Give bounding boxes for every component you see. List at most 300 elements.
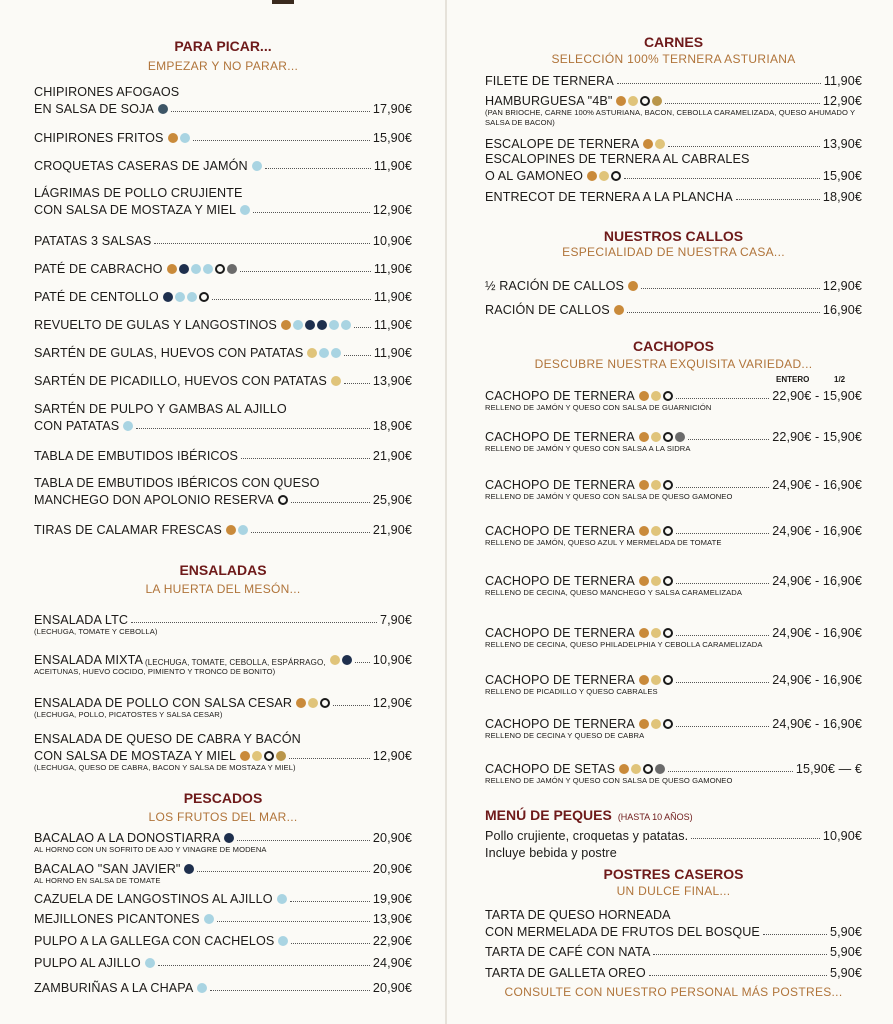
menu-item-description: (LECHUGA, TOMATE Y CEBOLLA) [34, 627, 158, 636]
menu-item[interactable] [34, 156, 412, 173]
dot-leader [344, 355, 370, 356]
menu-item[interactable] [485, 427, 862, 454]
allergen-icon-g [639, 628, 649, 638]
dot-leader [210, 990, 370, 991]
menu-item-name: CACHOPO DE SETAS [485, 762, 616, 776]
menu-item-description: RELLENO DE JAMÓN Y QUESO CON SALSA A LA SIDRA [485, 444, 691, 453]
menu-item-description: ACEITUNAS, HUEVO COCIDO, PIMIENTO Y TRONCO DE BONITO) [34, 667, 276, 676]
menu-item-line [485, 905, 862, 922]
menu-item[interactable] [485, 300, 862, 317]
allergen-icon-e [651, 480, 661, 490]
allergen-icon-c [204, 914, 214, 924]
section-subtitle: LA HUERTA DEL MESÓN... [145, 582, 301, 596]
menu-item-price: 20,90€ [372, 831, 412, 845]
allergen-icon-e [651, 675, 661, 685]
dot-leader [265, 168, 371, 169]
menu-item-line [34, 231, 412, 248]
menu-item-description: RELLENO DE JAMÓN Y QUESO CON SALSA DE QUESO GAMONEO [485, 492, 733, 501]
menu-item-name: ESCALOPE DE TERNERA [485, 137, 640, 151]
allergen-icon-l [320, 698, 330, 708]
menu-item-name: ENSALADA MIXTA [34, 653, 143, 667]
allergen-icon-l [663, 675, 673, 685]
allergen-icon-g [643, 139, 653, 149]
allergen-icons [276, 495, 288, 505]
menu-item-name: EN SALSA DE SOJA [34, 102, 154, 116]
menu-item-line [34, 399, 412, 416]
section-subtitle: EMPEZAR Y NO PARAR... [147, 59, 299, 73]
dot-leader [649, 975, 827, 976]
allergen-icons [166, 133, 190, 143]
dot-leader [354, 327, 371, 328]
menu-item[interactable] [34, 128, 412, 145]
allergen-icon-l [640, 96, 650, 106]
menu-item-line [34, 610, 412, 627]
section-title-carnes: CARNES [643, 34, 704, 50]
dot-leader [668, 771, 793, 772]
menu-item[interactable] [34, 978, 412, 995]
allergen-icon-e [651, 719, 661, 729]
dot-leader [665, 103, 819, 104]
menu-item-line [485, 759, 862, 776]
menu-item-line [34, 859, 412, 876]
dot-leader [676, 635, 769, 636]
menu-item-name: MANCHEGO DON APOLONIO RESERVA [34, 493, 274, 507]
menu-item-price: 17,90€ [372, 102, 412, 116]
menu-item-name: CACHOPO DE TERNERA [485, 389, 635, 403]
allergen-icon-g [296, 698, 306, 708]
allergen-icon-c [341, 320, 351, 330]
menu-item-line [485, 571, 862, 588]
allergen-icon-e [655, 139, 665, 149]
menu-item-line [34, 473, 412, 490]
menu-item-name: HAMBURGUESA "4B" [485, 94, 613, 108]
menu-item-name: Pollo crujiente, croquetas y patatas. [485, 829, 689, 843]
menu-item-name: TABLA DE EMBUTIDOS IBÉRICOS [34, 449, 239, 463]
menu-item-name: ZAMBURIÑAS A LA CHAPA [34, 981, 194, 995]
menu-item-price: 24,90€ - 16,90€ [772, 478, 862, 492]
dot-leader [624, 178, 820, 179]
menu-item-name: ½ RACIÓN DE CALLOS [485, 279, 624, 293]
menu-item-line [485, 942, 862, 959]
menu-item-name: TARTA DE GALLETA OREO [485, 966, 646, 980]
menu-item-price: 21,90€ [372, 523, 412, 537]
menu-item-price: 10,90€ [822, 829, 862, 843]
menu-item-name: CAZUELA DE LANGOSTINOS AL AJILLO [34, 892, 273, 906]
menu-item-price: 11,90€ [373, 318, 412, 332]
menu-item-description: RELLENO DE JAMÓN Y QUESO CON SALSA DE QUESO GAMONEO [485, 776, 733, 785]
menu-item-price: 24,90€ - 16,90€ [772, 717, 862, 731]
allergen-icon-e [308, 698, 318, 708]
allergen-icon-e [651, 391, 661, 401]
section-subtitle: SELECCIÓN 100% TERNERA ASTURIANA [551, 52, 796, 66]
dot-leader [688, 439, 769, 440]
allergen-icons [238, 751, 286, 761]
menu-item-price: 24,90€ - 16,90€ [772, 626, 862, 640]
menu-item[interactable] [485, 905, 862, 939]
allergen-icons [585, 171, 621, 181]
menu-item[interactable] [485, 71, 862, 88]
menu-item-description: RELLENO DE JAMÓN Y QUESO CON SALSA DE GUARNICIÓN [485, 403, 712, 412]
menu-item-name: SARTÉN DE PICADILLO, HUEVOS CON PATATAS [34, 374, 327, 388]
menu-item-price: 24,90€ - 16,90€ [772, 673, 862, 687]
menu-item[interactable] [34, 729, 412, 773]
menu-item[interactable] [34, 610, 412, 637]
allergen-icon-l [663, 480, 673, 490]
section-title-cachopos: CACHOPOS [633, 338, 714, 354]
menu-item-price: 24,90€ - 16,90€ [772, 574, 862, 588]
allergen-icon-m [276, 751, 286, 761]
menu-item[interactable] [34, 953, 412, 970]
dot-leader [641, 288, 820, 289]
menu-item[interactable] [34, 889, 412, 906]
dot-leader [691, 838, 820, 839]
dot-leader [291, 943, 369, 944]
menu-item-price: 11,90€ [373, 290, 412, 304]
allergen-icons [279, 320, 351, 330]
allergen-icons [637, 432, 685, 442]
section-title-menú-de-peques [485, 807, 862, 823]
menu-item-line [485, 300, 862, 317]
dot-leader [344, 383, 370, 384]
menu-item-name: PATÉ DE CABRACHO [34, 262, 163, 276]
menu-item-description: (PAN BRIOCHE, CARNE 100% ASTURIANA, BACON, CEBOLLA CARAMELIZADA, QUESO AHUMADO Y SALSA DE BACON) [485, 108, 856, 127]
menu-item-name: TABLA DE EMBUTIDOS IBÉRICOS CON QUESO [34, 476, 320, 490]
allergen-icon-c [145, 958, 155, 968]
menu-item[interactable] [485, 571, 862, 598]
allergen-icon-f [184, 864, 194, 874]
menu-item-price: 13,90€ [822, 137, 862, 151]
dot-leader [653, 954, 827, 955]
allergen-icon-f [342, 655, 352, 665]
menu-item-name: CACHOPO DE TERNERA [485, 673, 635, 687]
allergen-icons [329, 376, 341, 386]
menu-item-price: 16,90€ [822, 303, 862, 317]
column-header-entero: ENTERO [776, 375, 810, 384]
menu-item-line [34, 128, 412, 145]
menu-item-line [485, 670, 862, 687]
allergen-icon-g [619, 764, 629, 774]
dot-leader [131, 622, 377, 623]
column-header-half: 1/2 [834, 375, 846, 384]
menu-item-price: 11,90€ [373, 346, 412, 360]
menu-item-name: RACIÓN DE CALLOS [485, 303, 610, 317]
section-subtitle: LOS FRUTOS DEL MAR... [148, 810, 298, 824]
menu-item-inline-desc: (LECHUGA, TOMATE, CEBOLLA, ESPÁRRAGO, [144, 658, 326, 667]
allergen-icons [614, 96, 662, 106]
menu-item-price: 10,90€ [372, 653, 412, 667]
menu-item[interactable] [34, 693, 412, 720]
allergen-icon-e [252, 751, 262, 761]
menu-item-price: 22,90€ - 15,90€ [772, 430, 862, 444]
allergen-icon-g [281, 320, 291, 330]
allergen-icon-l [264, 751, 274, 761]
menu-item[interactable] [485, 276, 862, 293]
menu-item-name: ESCALOPINES DE TERNERA AL CABRALES [485, 152, 750, 166]
menu-item-line [485, 521, 862, 538]
menu-item-line [34, 729, 412, 746]
menu-item-name: CROQUETAS CASERAS DE JAMÓN [34, 159, 248, 173]
menu-item[interactable] [485, 670, 862, 697]
allergen-icon-e [651, 628, 661, 638]
menu-item[interactable] [34, 259, 412, 276]
dot-leader [627, 312, 820, 313]
menu-item[interactable] [34, 520, 412, 537]
allergen-icons [195, 983, 207, 993]
allergen-icon-g [587, 171, 597, 181]
menu-item-name: CON PATATAS [34, 419, 120, 433]
menu-item-line [485, 166, 862, 183]
menu-item-line [34, 931, 412, 948]
menu-item-price: 18,90€ [372, 419, 412, 433]
allergen-icon-g [639, 391, 649, 401]
menu-item-price: 13,90€ [372, 912, 412, 926]
allergen-icon-l [611, 171, 621, 181]
menu-item[interactable] [34, 828, 412, 855]
dot-leader [241, 458, 370, 459]
menu-item-line [34, 446, 412, 463]
page-fold [445, 0, 447, 1024]
allergen-icon-c [187, 292, 197, 302]
menu-item[interactable] [485, 623, 862, 650]
allergen-icons [617, 764, 665, 774]
allergen-icon-g [639, 675, 649, 685]
dot-leader [676, 682, 769, 683]
menu-item-price: 12,90€ [372, 696, 412, 710]
menu-item-name: Incluye bebida y postre [485, 846, 617, 860]
menu-item-line [34, 259, 412, 276]
menu-item[interactable] [34, 371, 412, 388]
menu-item-line [485, 475, 862, 492]
dot-leader [289, 758, 370, 759]
section-title-para-picar: PARA PICAR... [174, 38, 272, 54]
allergen-icon-e [651, 576, 661, 586]
allergen-icons [202, 914, 214, 924]
menu-item[interactable] [485, 187, 862, 204]
menu-item[interactable] [485, 759, 862, 786]
menu-item-name: CACHOPO DE TERNERA [485, 430, 635, 444]
menu-item-name: REVUELTO DE GULAS Y LANGOSTINOS [34, 318, 277, 332]
section-title-postres-caseros: POSTRES CASEROS [603, 866, 744, 882]
menu-item-line [485, 714, 862, 731]
menu-item-description: RELLENO DE JAMÓN, QUESO AZUL Y MERMELADA DE TOMATE [485, 538, 722, 547]
menu-item-line [485, 922, 862, 939]
menu-item-price: 15,90€ — € [795, 762, 862, 776]
allergen-icon-c [293, 320, 303, 330]
menu-item-name: TIRAS DE CALAMAR FRESCAS [34, 523, 222, 537]
menu-item[interactable] [485, 475, 862, 502]
dot-leader [158, 965, 370, 966]
allergen-icon-g [639, 432, 649, 442]
allergen-icons [637, 526, 673, 536]
menu-item[interactable] [485, 386, 862, 413]
section-subtitle: DESCUBRE NUESTRA EXQUISITA VARIEDAD... [534, 357, 813, 371]
menu-item-price: 15,90€ [372, 131, 412, 145]
dot-leader [154, 243, 370, 244]
menu-item-name: BACALAO "SAN JAVIER" [34, 862, 181, 876]
menu-item-name: CHIPIRONES FRITOS [34, 131, 164, 145]
allergen-icon-c [180, 133, 190, 143]
menu-item-name: CHIPIRONES AFOGAOS [34, 85, 180, 99]
menu-item[interactable] [34, 183, 412, 217]
dot-leader [193, 140, 370, 141]
menu-item-line [34, 650, 412, 667]
menu-item-price: 19,90€ [372, 892, 412, 906]
allergen-icons [637, 391, 673, 401]
allergen-icon-g [639, 719, 649, 729]
allergen-icons [143, 958, 155, 968]
dot-leader [253, 212, 370, 213]
menu-item-name: TARTA DE CAFÉ CON NATA [485, 945, 651, 959]
menu-item-price: 10,90€ [372, 234, 412, 248]
menu-item[interactable] [34, 343, 412, 360]
menu-item-line [485, 149, 862, 166]
menu-item-name: ENSALADA DE QUESO DE CABRA Y BACÓN [34, 732, 301, 746]
menu-item-line [34, 828, 412, 845]
allergen-icon-g [639, 576, 649, 586]
menu-item[interactable] [34, 446, 412, 463]
allergen-icon-e [628, 96, 638, 106]
dot-leader [676, 398, 769, 399]
allergen-icon-g [614, 305, 624, 315]
menu-item[interactable] [34, 399, 412, 433]
allergen-icon-g [240, 751, 250, 761]
allergen-icons [161, 292, 209, 302]
section-title-note: (HASTA 10 AÑOS) [617, 812, 693, 822]
menu-item-description: AL HORNO CON UN SOFRITO DE AJO Y VINAGRE DE MODENA [34, 845, 267, 854]
menu-item-name: LÁGRIMAS DE POLLO CRUJIENTE [34, 186, 243, 200]
menu-item-price: 12,90€ [372, 749, 412, 763]
menu-item-line [34, 953, 412, 970]
allergen-icon-e [631, 764, 641, 774]
section-title-text: MENÚ DE PEQUES [485, 807, 612, 823]
allergen-icons [626, 281, 638, 291]
menu-item[interactable] [485, 714, 862, 741]
postres-footer-note: CONSULTE CON NUESTRO PERSONAL MÁS POSTRES... [504, 985, 843, 999]
menu-item-name: PATÉ DE CENTOLLO [34, 290, 159, 304]
menu-item-line [34, 200, 412, 217]
menu-item-line [485, 826, 862, 843]
menu-item[interactable] [485, 826, 862, 860]
allergen-icon-c [278, 936, 288, 946]
menu-item-line [34, 416, 412, 433]
menu-item-line [34, 889, 412, 906]
allergen-icons [182, 864, 194, 874]
menu-item-price: 18,90€ [822, 190, 862, 204]
allergen-icons [222, 833, 234, 843]
menu-item-price: 25,90€ [372, 493, 412, 507]
menu-item-description: (LECHUGA, POLLO, PICATOSTES Y SALSA CESAR) [34, 710, 223, 719]
menu-item[interactable] [34, 650, 412, 677]
allergen-icon-l [663, 391, 673, 401]
allergen-icon-l [663, 719, 673, 729]
allergen-icon-g [639, 526, 649, 536]
dot-leader [212, 299, 371, 300]
menu-item[interactable] [34, 931, 412, 948]
menu-item-line [485, 623, 862, 640]
menu-item[interactable] [34, 909, 412, 926]
allergen-icon-l [215, 264, 225, 274]
allergen-icon-m [652, 96, 662, 106]
menu-item-price: 11,90€ [823, 74, 862, 88]
allergen-icon-e [330, 655, 340, 665]
menu-item-line [34, 99, 412, 116]
menu-item[interactable] [34, 287, 412, 304]
allergen-icon-e [651, 526, 661, 536]
menu-item[interactable] [34, 859, 412, 886]
menu-item[interactable] [485, 942, 862, 959]
allergen-icon-f [305, 320, 315, 330]
menu-item[interactable] [485, 963, 862, 980]
menu-item-line [34, 490, 412, 507]
allergen-icon-g [226, 525, 236, 535]
menu-item-line [34, 746, 412, 763]
menu-item-name: SARTÉN DE GULAS, HUEVOS CON PATATAS [34, 346, 304, 360]
dot-leader [355, 662, 370, 663]
allergen-icon-l [663, 432, 673, 442]
menu-item-name: CACHOPO DE TERNERA [485, 717, 635, 731]
allergen-icon-l [663, 628, 673, 638]
allergen-icons [641, 139, 665, 149]
allergen-icon-l [663, 576, 673, 586]
menu-item-name: CON MERMELADA DE FRUTOS DEL BOSQUE [485, 925, 760, 939]
allergen-icon-e [331, 376, 341, 386]
allergen-icon-c [191, 264, 201, 274]
menu-item-name: MEJILLONES PICANTONES [34, 912, 200, 926]
allergen-icon-f [179, 264, 189, 274]
menu-item[interactable] [34, 82, 412, 116]
allergen-icons [156, 104, 168, 114]
menu-item-price: 5,90€ [829, 925, 862, 939]
menu-item-price: 11,90€ [373, 262, 412, 276]
menu-item-line [485, 276, 862, 293]
allergen-icon-c [175, 292, 185, 302]
allergen-icon-g [616, 96, 626, 106]
menu-item-description: (LECHUGA, QUESO DE CABRA, BACON Y SALSA DE MOSTAZA Y MIEL) [34, 763, 296, 772]
allergen-icon-f [224, 833, 234, 843]
allergen-icons [275, 894, 287, 904]
menu-item-line [485, 427, 862, 444]
allergen-icon-g [167, 264, 177, 274]
menu-item-price: 24,90€ [372, 956, 412, 970]
menu-item-name: O AL GAMONEO [485, 169, 584, 183]
menu-item[interactable] [485, 149, 862, 183]
menu-item[interactable] [34, 473, 412, 507]
menu-item-price: 7,90€ [379, 613, 412, 627]
menu-item-line [34, 82, 412, 99]
allergen-icon-g [168, 133, 178, 143]
menu-item-price: 20,90€ [372, 981, 412, 995]
menu-item-name: CACHOPO DE TERNERA [485, 524, 635, 538]
menu-item[interactable] [485, 91, 862, 128]
menu-item-price: 20,90€ [372, 862, 412, 876]
dot-leader [676, 487, 769, 488]
dot-leader [736, 199, 820, 200]
allergen-icon-e [599, 171, 609, 181]
menu-item-name: FILETE DE TERNERA [485, 74, 614, 88]
allergen-icons [294, 698, 330, 708]
allergen-icons [612, 305, 624, 315]
menu-item[interactable] [34, 315, 412, 332]
menu-item[interactable] [485, 521, 862, 548]
dot-leader [333, 705, 370, 706]
menu-item[interactable] [34, 231, 412, 248]
menu-item-description: AL HORNO EN SALSA DE TOMATE [34, 876, 161, 885]
allergen-icon-l [278, 495, 288, 505]
menu-item-line [485, 843, 862, 860]
allergen-icon-g [628, 281, 638, 291]
menu-item-price: 12,90€ [372, 203, 412, 217]
menu-item-line [485, 187, 862, 204]
